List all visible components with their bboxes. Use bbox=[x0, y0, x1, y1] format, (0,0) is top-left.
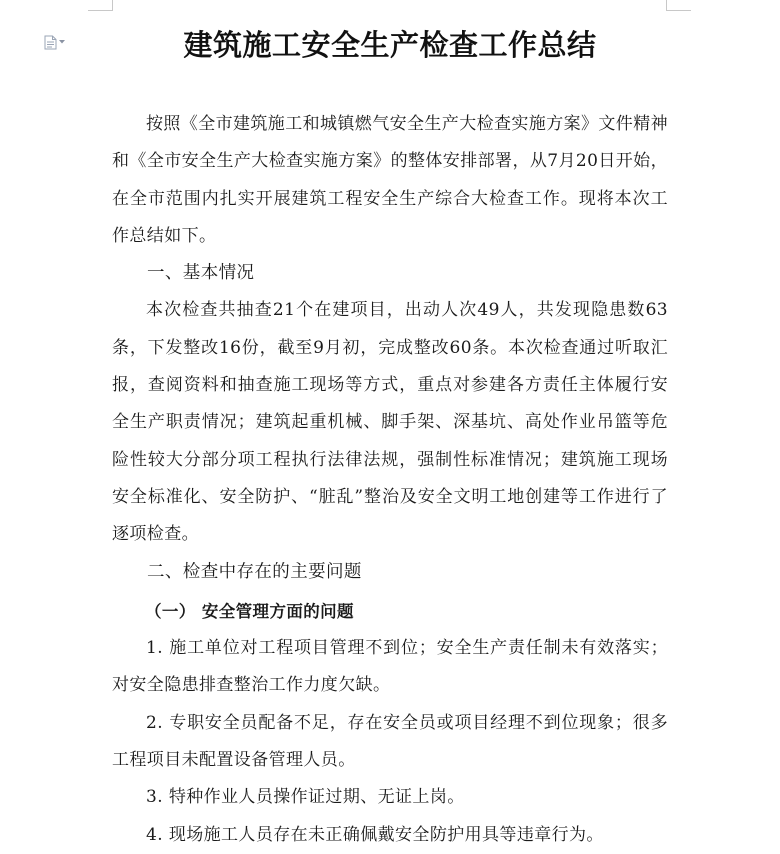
section-heading-main-problems: 二、检查中存在的主要问题 bbox=[147, 561, 362, 582]
intro-paragraph: 按照《全市建筑施工和城镇燃气安全生产大检查实施方案》文件精神和《全市安全生产大检查实施方案》的整体安排部署，从7月20日开始，在全市范围内扎实开展建筑工程安全生产综合大检查工作。现将本次工作总结如下。 bbox=[112, 114, 668, 246]
problem-item-3: 3. 特种作业人员操作证过期、无证上岗。 bbox=[146, 787, 465, 808]
document-body bbox=[112, 106, 668, 854]
problem-item-4: 4. 现场施工人员存在未正确佩戴安全防护用具等违章行为。 bbox=[146, 824, 604, 845]
chevron-down-icon bbox=[59, 40, 65, 44]
subsection-heading-safety-management: （一） 安全管理方面的问题 bbox=[145, 601, 354, 621]
document-icon bbox=[44, 35, 57, 50]
section-heading-basic-situation: 一、基本情况 bbox=[147, 263, 255, 284]
page-corner-mark-left bbox=[88, 0, 113, 11]
page-corner-mark-right bbox=[666, 0, 691, 11]
document-page bbox=[112, 22, 668, 854]
problem-item-1: 1. 施工单位对工程项目管理不到位；安全生产责任制未有效落实；对安全隐患排查整治工作力度欠缺。 bbox=[112, 638, 668, 696]
document-outline-button[interactable] bbox=[44, 34, 74, 50]
problem-item-2: 2. 专职安全员配备不足，存在安全员或项目经理不到位现象；很多工程项目未配置设备管理人员。 bbox=[112, 712, 668, 771]
document-title: 建筑施工安全生产检查工作总结 bbox=[183, 28, 597, 62]
basic-situation-paragraph: 本次检查共抽查21个在建项目，出动人次49人，共发现隐患数63条，下发整改16份，截至9月初，完成整改60条。本次检查通过听取汇报，查阅资料和抽查施工现场等方式，重点对参建各方责任主体履行安全生产职责情况；建筑起重机械、脚手架、深基坑、高处作业吊篮等危险性较大分部分项工程执行法律法规，强制性标准情况；建筑施工现场安全标准化、安全防护、“脏乱”整治及安全文明工地创建等工作进行了逐项检查。 bbox=[112, 300, 668, 545]
